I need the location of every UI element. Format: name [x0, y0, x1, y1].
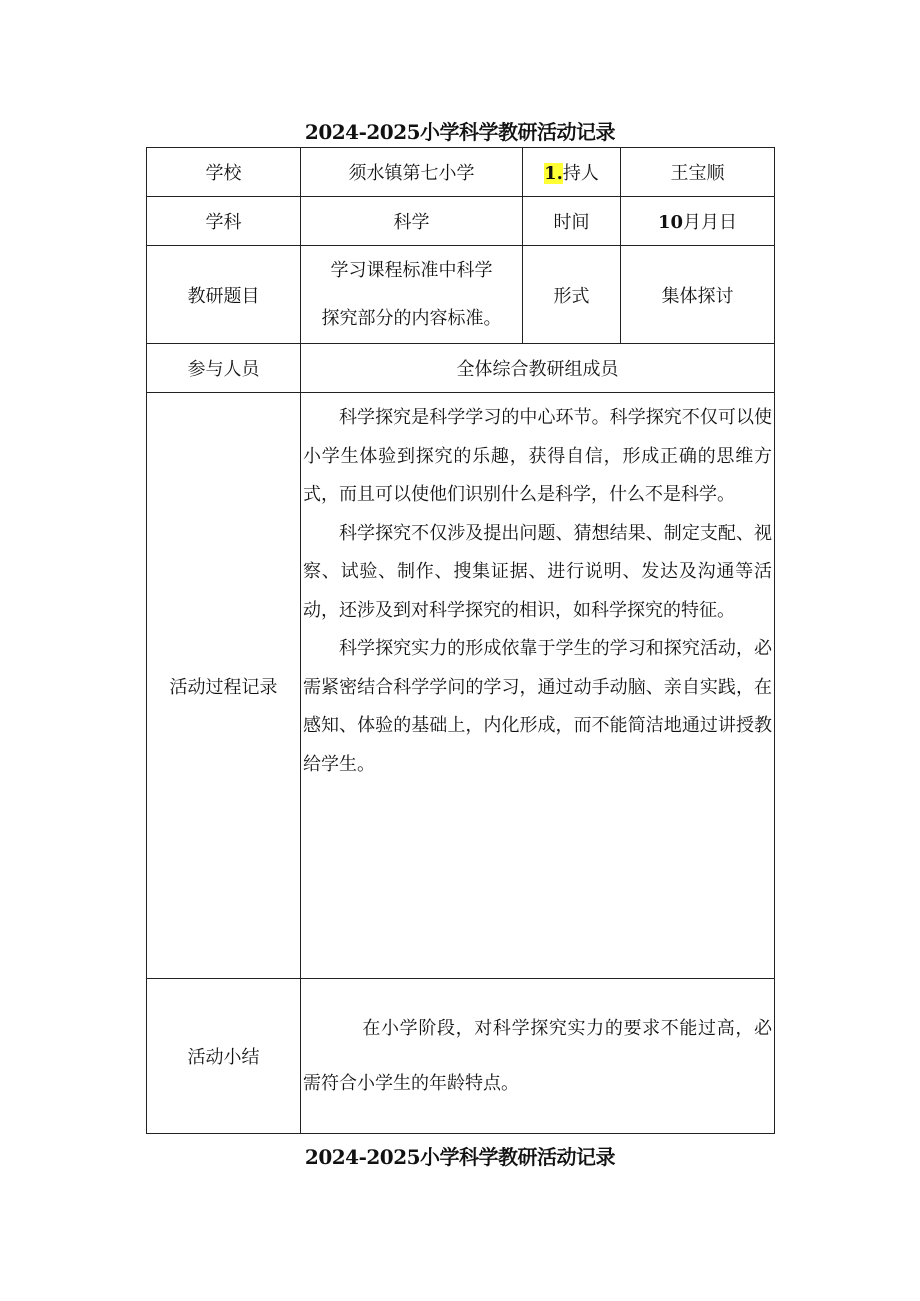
time-value-rest: 月月日 [683, 212, 738, 233]
topic-line-1: 学习课程标准中科学 [330, 259, 493, 281]
process-label: 活动过程记录 [147, 393, 301, 979]
table-row [147, 197, 775, 246]
form-label: 形式 [523, 246, 621, 344]
process-paragraph-1: 科学探究是科学学习的中心环节。科学探究不仅可以使小学生体验到探究的乐趣，获得自信，形成正确的思维方式，而且可以使他们识别什么是科学，什么不是科学。 [303, 407, 772, 505]
subject-value: 科学 [301, 197, 523, 246]
table-row [147, 979, 775, 1134]
host-value: 王宝顺 [621, 148, 775, 197]
host-label-rest: 持人 [562, 163, 599, 184]
document-footer-title: 2024-2025小学科学教研活动记录 [304, 1145, 616, 1169]
table-row [147, 393, 775, 979]
process-paragraph-2: 科学探究不仅涉及提出问题、猜想结果、制定支配、视察、试验、制作、搜集证据、进行说明、发达及沟通等活动，还涉及到对科学探究的相识，如科学探究的特征。 [303, 522, 772, 621]
table-row [147, 344, 775, 393]
time-value-number: 10 [657, 212, 684, 233]
form-value: 集体探讨 [621, 246, 775, 344]
activity-record-table [146, 147, 775, 1134]
table-row [147, 148, 775, 197]
school-label: 学校 [147, 148, 301, 197]
document-title: 2024-2025小学科学教研活动记录 [304, 120, 616, 144]
school-value: 须水镇第七小学 [301, 148, 523, 197]
topic-label: 教研题目 [147, 246, 301, 344]
time-label: 时间 [523, 197, 621, 246]
subject-label: 学科 [147, 197, 301, 246]
participants-value: 全体综合教研组成员 [301, 344, 775, 393]
summary-text: 在小学阶段，对科学探究实力的要求不能过高，必需符合小学生的年龄特点。 [303, 1018, 772, 1094]
process-record [301, 393, 775, 979]
topic-line-2: 探究部分的内容标准。 [321, 307, 502, 329]
host-label [523, 148, 621, 197]
host-label-prefix: 1. [544, 163, 563, 184]
participants-label: 参与人员 [147, 344, 301, 393]
table-row [147, 246, 775, 344]
topic-value [301, 246, 523, 344]
time-value [621, 197, 775, 246]
process-paragraph-3: 科学探究实力的形成依靠于学生的学习和探究活动，必需紧密结合科学学问的学习，通过动手动脑、亲自实践，在感知、体验的基础上，内化形成，而不能简洁地通过讲授教给学生。 [303, 638, 772, 775]
summary-value [301, 979, 775, 1134]
summary-label: 活动小结 [147, 979, 301, 1134]
